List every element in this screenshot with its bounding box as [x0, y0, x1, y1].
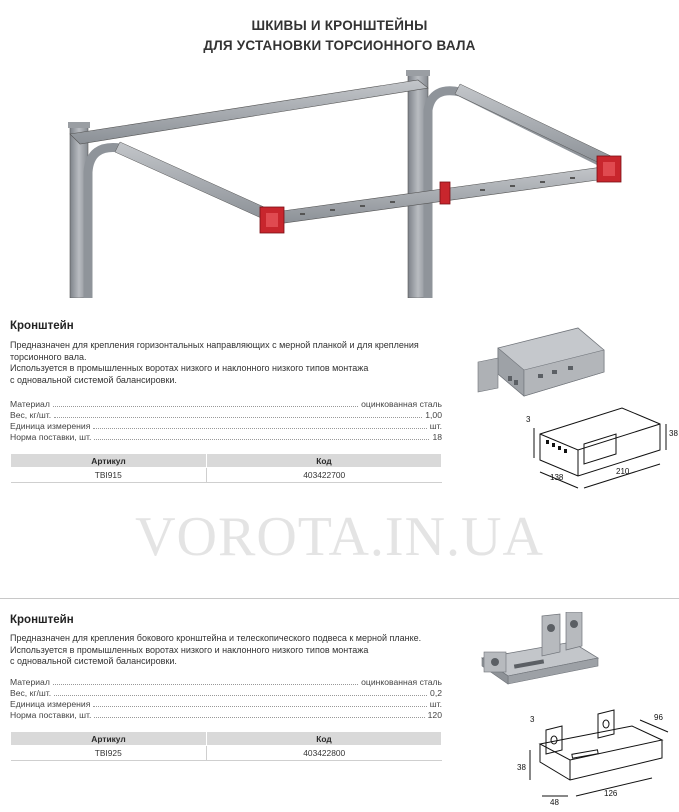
- spec-value: 0,2: [430, 688, 442, 698]
- product-2-specs: [10, 676, 442, 720]
- table-header-article: Артикул: [11, 454, 207, 468]
- table-header-code: Код: [206, 454, 441, 468]
- spec-label: Вес, кг/шт.: [10, 688, 52, 698]
- product-1-specs: [10, 398, 442, 442]
- spec-value: 18: [432, 432, 442, 442]
- product-2-desc-line: Предназначен для крепления бокового кронштейна и телескопического подвеса к мерной планке.: [10, 633, 422, 643]
- table-row: [11, 468, 442, 483]
- spec-label: Норма поставки, шт.: [10, 710, 92, 720]
- spec-row: [10, 431, 442, 442]
- code-cell: 403422700: [206, 468, 441, 483]
- article-cell: TBI925: [11, 746, 207, 761]
- product-1-desc-line: Используется в промышленных воротах низкого и наклонного низкого типов монтажа: [10, 363, 369, 373]
- dim-label: 48: [550, 798, 559, 807]
- spec-value: шт.: [429, 699, 442, 709]
- product-1-desc-line: торсионного вала.: [10, 351, 87, 362]
- product-2-description: [10, 633, 450, 668]
- product-1-table: [10, 453, 442, 483]
- dim-label: 138: [550, 473, 564, 482]
- page-title: [0, 16, 679, 56]
- product-2-title: Кронштейн: [10, 614, 74, 626]
- spec-value: 120: [427, 710, 442, 720]
- dim-label: 3: [530, 715, 535, 724]
- torsion-frame-illustration: [60, 62, 640, 298]
- section-divider: [0, 598, 679, 599]
- spec-row: [10, 409, 442, 420]
- spec-label: Единица измерения: [10, 421, 91, 431]
- table-header-code: Код: [206, 732, 441, 746]
- spec-label: Вес, кг/шт.: [10, 410, 52, 420]
- watermark: VOROTA.IN.UA: [135, 506, 544, 568]
- spec-value: оцинкованная сталь: [361, 677, 442, 687]
- spec-label: Материал: [10, 677, 50, 687]
- product-2-photo: [474, 612, 604, 708]
- dim-label: 38: [517, 763, 526, 772]
- spec-label: Материал: [10, 399, 50, 409]
- product-1-desc-line: Предназначен для крепления горизонтальных направляющих с мерной планкой и для крепления: [10, 340, 419, 350]
- dim-label: 126: [604, 789, 618, 798]
- spec-label: Норма поставки, шт.: [10, 432, 92, 442]
- spec-value: шт.: [429, 421, 442, 431]
- spec-row: [10, 676, 442, 687]
- spec-row: [10, 709, 442, 720]
- title-line-2: ДЛЯ УСТАНОВКИ ТОРСИОННОГО ВАЛА: [203, 38, 476, 53]
- spec-row: [10, 398, 442, 409]
- code-cell: 403422800: [206, 746, 441, 761]
- dim-label: 3: [526, 415, 531, 424]
- table-row: [11, 746, 442, 761]
- product-2-drawing: [512, 700, 679, 808]
- spec-label: Единица измерения: [10, 699, 91, 709]
- product-2-table: [10, 731, 442, 761]
- article-cell: TBI915: [11, 468, 207, 483]
- product-1-title: Кронштейн: [10, 320, 74, 332]
- product-2-desc-line: Используется в промышленных воротах низкого и наклонного низкого типов монтажа: [10, 644, 369, 655]
- dim-label: 210: [616, 467, 630, 476]
- spec-row: [10, 420, 442, 431]
- dim-label: 96: [654, 713, 663, 722]
- spec-row: [10, 687, 442, 698]
- product-1-description: [10, 340, 450, 386]
- spec-value: оцинкованная сталь: [361, 399, 442, 409]
- product-1-desc-line: с одновальной системой балансировки.: [10, 374, 177, 385]
- table-header-article: Артикул: [11, 732, 207, 746]
- product-1-drawing: [520, 396, 679, 496]
- dim-label: 38: [669, 429, 678, 438]
- spec-row: [10, 698, 442, 709]
- product-2-desc-line: с одновальной системой балансировки.: [10, 656, 177, 666]
- spec-value: 1,00: [425, 410, 442, 420]
- title-line-1: ШКИВЫ И КРОНШТЕЙНЫ: [251, 18, 428, 33]
